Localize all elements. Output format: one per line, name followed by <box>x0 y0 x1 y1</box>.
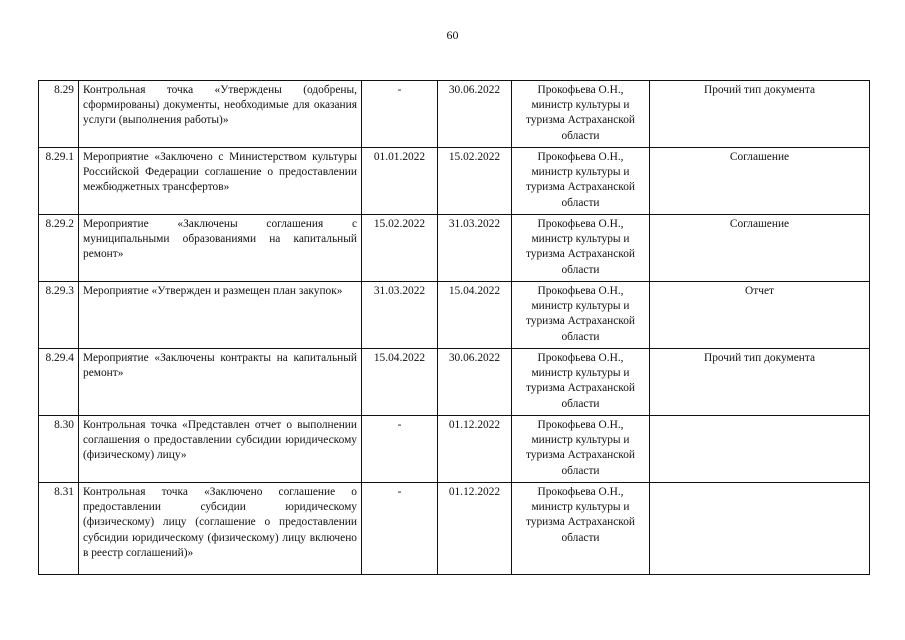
row-number: 8.29.3 <box>39 282 79 349</box>
row-start-date: - <box>362 483 438 575</box>
row-end-date: 30.06.2022 <box>438 81 512 148</box>
row-end-date: 30.06.2022 <box>438 349 512 416</box>
row-name: Контрольная точка «Утверждены (одобрены, сформированы) документы, необходимые для оказания услуги (выполнения работы)» <box>79 81 362 148</box>
row-document-type <box>650 483 870 575</box>
row-number: 8.29.4 <box>39 349 79 416</box>
table-row <box>39 483 870 575</box>
row-start-date: 15.02.2022 <box>362 215 438 282</box>
row-number: 8.31 <box>39 483 79 575</box>
row-responsible: Прокофьева О.Н., министр культуры и туризма Астраханской области <box>512 282 650 349</box>
row-responsible: Прокофьева О.Н., министр культуры и туризма Астраханской области <box>512 349 650 416</box>
row-responsible: Прокофьева О.Н., министр культуры и туризма Астраханской области <box>512 215 650 282</box>
row-name: Контрольная точка «Представлен отчет о выполнении соглашения о предоставлении субсидии юридическому (физическому) лицу» <box>79 416 362 483</box>
table-row <box>39 282 870 349</box>
table-row <box>39 416 870 483</box>
schedule-table <box>38 80 870 575</box>
row-name: Мероприятие «Утвержден и размещен план закупок» <box>79 282 362 349</box>
row-name: Мероприятие «Заключены контракты на капитальный ремонт» <box>79 349 362 416</box>
table-row <box>39 215 870 282</box>
row-number: 8.29 <box>39 81 79 148</box>
row-responsible: Прокофьева О.Н., министр культуры и туризма Астраханской области <box>512 416 650 483</box>
row-responsible: Прокофьева О.Н., министр культуры и туризма Астраханской области <box>512 483 650 575</box>
page-number: 60 <box>446 28 459 42</box>
row-document-type: Отчет <box>650 282 870 349</box>
row-start-date: - <box>362 416 438 483</box>
row-end-date: 01.12.2022 <box>438 416 512 483</box>
row-document-type: Прочий тип документа <box>650 81 870 148</box>
row-number: 8.30 <box>39 416 79 483</box>
row-number: 8.29.2 <box>39 215 79 282</box>
table-row <box>39 349 870 416</box>
row-start-date: 15.04.2022 <box>362 349 438 416</box>
row-name: Контрольная точка «Заключено соглашение о предоставлении субсидии юридическому (физическому) лицу (соглашение о предоставлении субсидии юридическому (физическому) лицу включено в реестр соглашений)» <box>79 483 362 575</box>
row-end-date: 15.04.2022 <box>438 282 512 349</box>
row-end-date: 31.03.2022 <box>438 215 512 282</box>
row-document-type: Прочий тип документа <box>650 349 870 416</box>
row-end-date: 15.02.2022 <box>438 148 512 215</box>
row-responsible: Прокофьева О.Н., министр культуры и туризма Астраханской области <box>512 148 650 215</box>
row-document-type <box>650 416 870 483</box>
row-start-date: - <box>362 81 438 148</box>
row-start-date: 01.01.2022 <box>362 148 438 215</box>
row-start-date: 31.03.2022 <box>362 282 438 349</box>
row-responsible: Прокофьева О.Н., министр культуры и туризма Астраханской области <box>512 81 650 148</box>
row-name: Мероприятие «Заключено с Министерством культуры Российской Федерации соглашение о предоставлении межбюджетных трансфертов» <box>79 148 362 215</box>
table-row <box>39 81 870 148</box>
row-document-type: Соглашение <box>650 215 870 282</box>
row-number: 8.29.1 <box>39 148 79 215</box>
row-document-type: Соглашение <box>650 148 870 215</box>
row-end-date: 01.12.2022 <box>438 483 512 575</box>
table-row <box>39 148 870 215</box>
row-name: Мероприятие «Заключены соглашения с муниципальными образованиями на капитальный ремонт» <box>79 215 362 282</box>
